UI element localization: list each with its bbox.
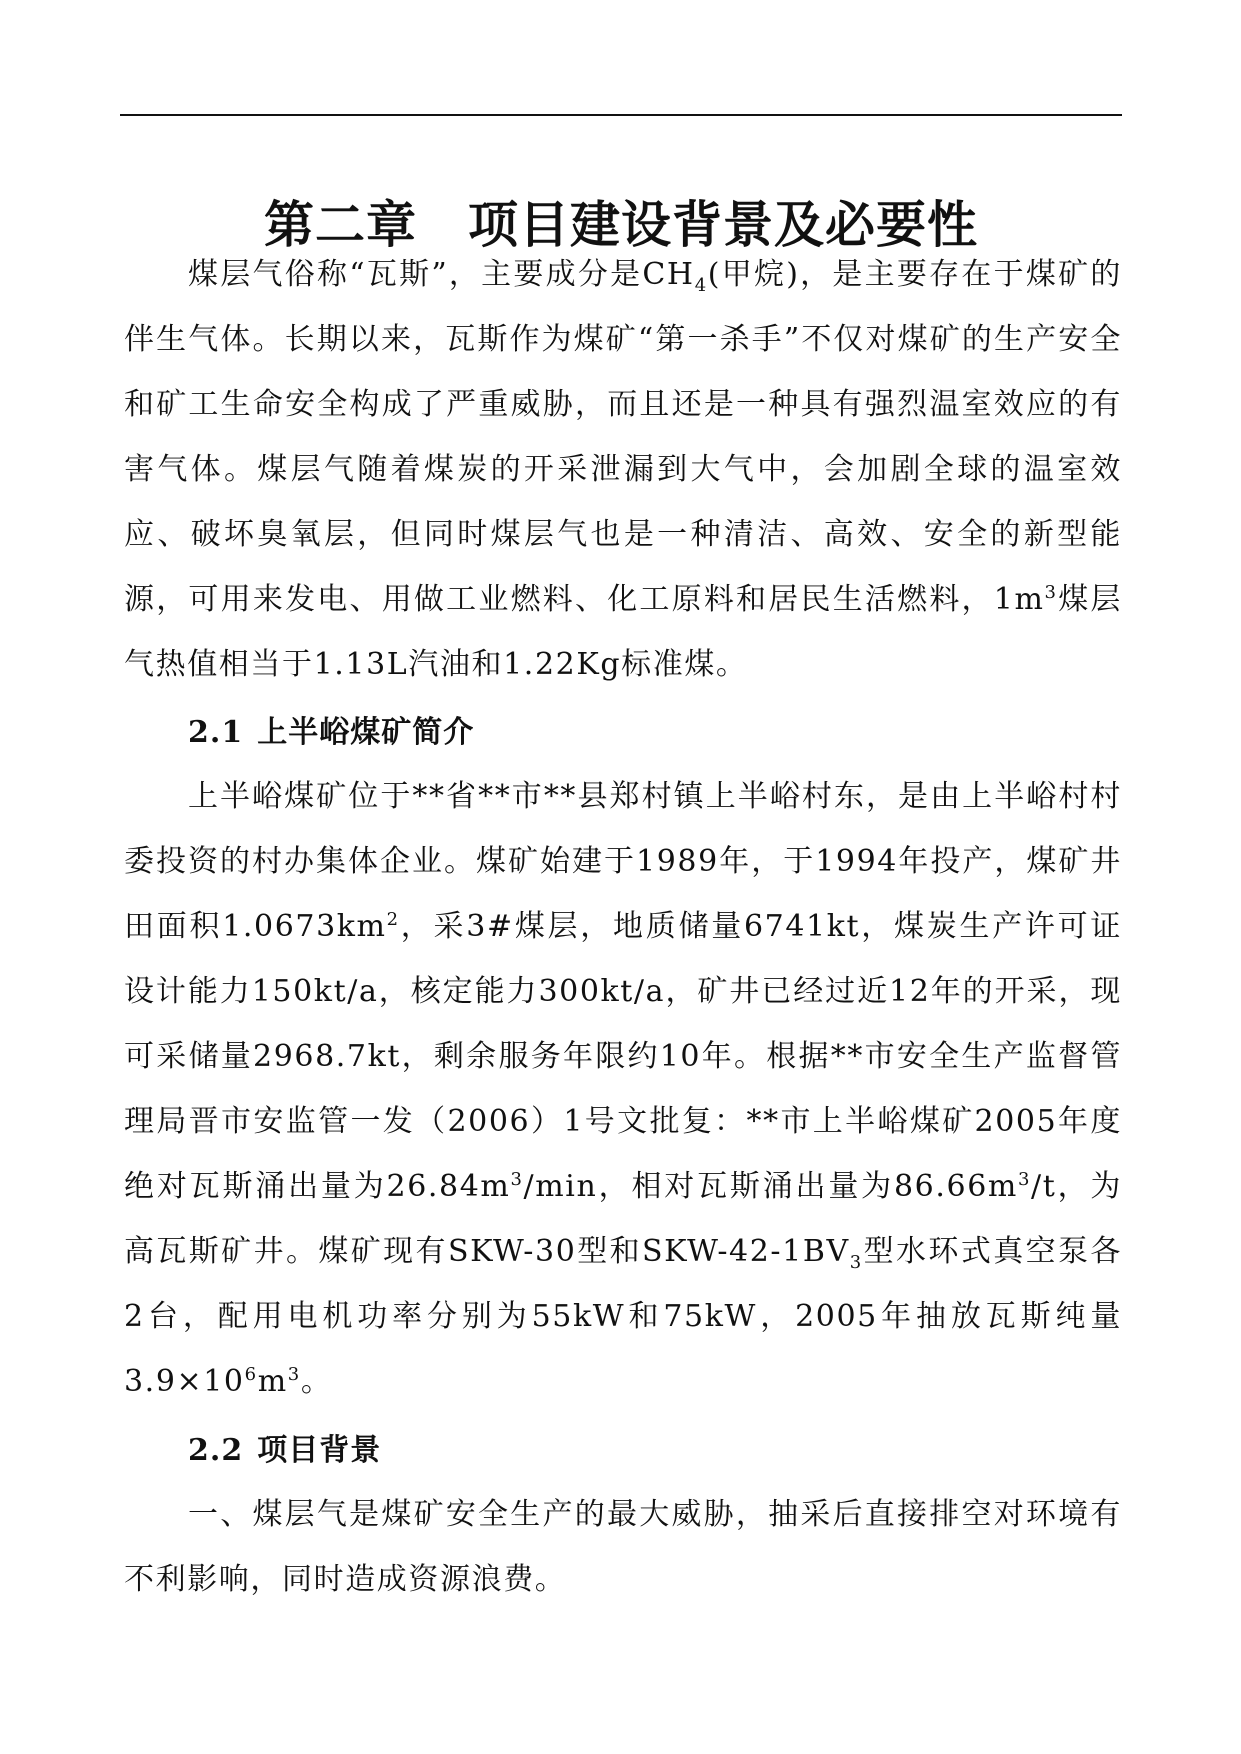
s21-text-7: 。: [300, 1364, 333, 1399]
chapter-title: 第二章 项目建设背景及必要性: [264, 195, 978, 254]
s21-superscript-1: 2: [386, 909, 400, 930]
section-heading-2-1: [188, 700, 474, 765]
intro-text-3: 煤层气热值相当于1.13L汽油和1.22Kg标准煤。: [124, 582, 1123, 682]
header-rule: [120, 114, 1122, 116]
section-title: 上半峪煤矿简介: [257, 715, 475, 750]
s21-superscript-5: 3: [287, 1364, 301, 1385]
section-number: 2.2: [188, 1433, 244, 1468]
s21-superscript-3: 3: [1017, 1169, 1031, 1190]
s21-text-1: 上半峪煤矿位于**省**市**县郑村镇上半峪村东，是由上半峪村村委投资的村办集体企业。煤矿始建于1989年，于1994年投产，煤矿井田面积1.0673km: [124, 779, 1122, 944]
section-number: 2.1: [188, 715, 244, 750]
section-heading-2-2: [188, 1418, 381, 1483]
intro-superscript: 3: [1044, 582, 1058, 603]
s21-superscript-4: 6: [244, 1364, 258, 1385]
s21-text-6: m: [257, 1364, 288, 1399]
s21-text-4: /t，为高瓦斯矿井。煤矿现有SKW-30型和SKW-42-1BV: [124, 1169, 1122, 1269]
s21-subscript-1: 3: [849, 1252, 863, 1273]
s21-text-5: 型水环式真空泵各2台，配用电机功率分别为55kW和75kW，2005年抽放瓦斯纯量3.9×10: [124, 1234, 1122, 1399]
s21-text-2: ，采3#煤层，地质储量6741kt，煤炭生产许可证设计能力150kt/a，核定能力300kt/a，矿井已经过近12年的开采，现可采储量2968.7kt，剩余服务年限约10年。根据**市安全生产监督管理局晋市安监管一发（2006）1号文批复：**市上半峪煤矿2005年度绝对瓦斯涌出量为26.84m: [124, 909, 1123, 1204]
intro-text-2: (甲烷)，是主要存在于煤矿的伴生气体。长期以来，瓦斯作为煤矿“第一杀手”不仅对煤矿的生产安全和矿工生命安全构成了严重威胁，而且还是一种具有强烈温室效应的有害气体。煤层气随着煤炭的开采泄漏到大气中，会加剧全球的温室效应、破坏臭氧层，但同时煤层气也是一种清洁、高效、安全的新型能源，可用来发电、用做工业燃料、化工原料和居民生活燃料，1m: [124, 257, 1122, 617]
section-title: 项目背景: [257, 1433, 382, 1468]
section-2-2-paragraph-1: 一、煤层气是煤矿安全生产的最大威胁，抽采后直接排空对环境有不利影响，同时造成资源浪费。: [124, 1497, 1122, 1597]
s21-superscript-2: 3: [510, 1169, 524, 1190]
intro-text-1: 煤层气俗称“瓦斯”，主要成分是CH: [188, 257, 695, 292]
intro-paragraph: [124, 242, 1122, 697]
s21-text-3: /min，相对瓦斯涌出量为86.66m: [523, 1169, 1018, 1204]
intro-subscript: 4: [694, 275, 708, 296]
section-2-1-paragraph: [124, 764, 1122, 1414]
